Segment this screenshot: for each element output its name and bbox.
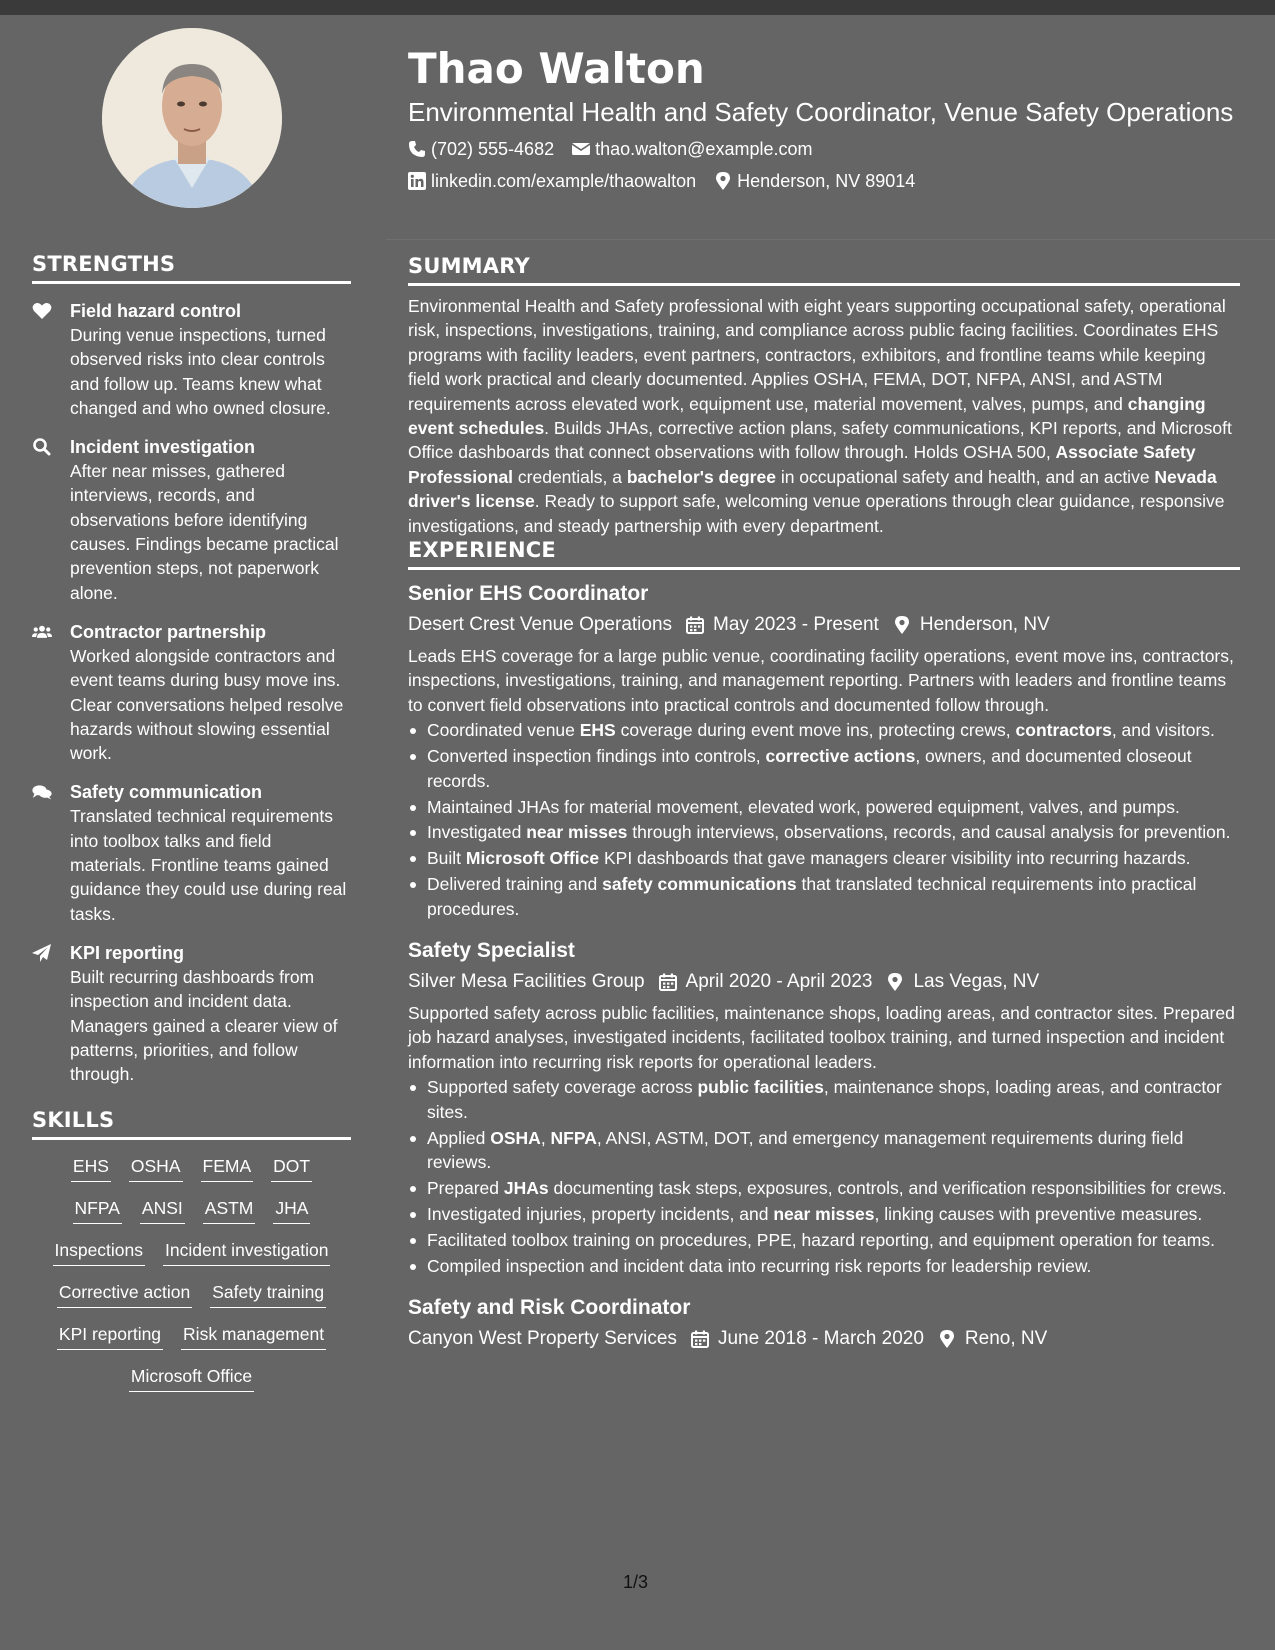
job-dates: June 2018 - March 2020 [691,1324,924,1354]
strength-title: Incident investigation [70,437,256,458]
skill-tag: NFPA [73,1196,122,1224]
calendar-icon [659,973,677,991]
company-name: Desert Crest Venue Operations [408,614,673,636]
skill-tag: ANSI [140,1196,185,1224]
map-marker-icon [714,172,732,190]
map-marker-icon [886,973,904,991]
strength-text: After near misses, gathered interviews, records, and observations before identifying causes. Findings became practical prevention steps, not paperwork alone. [70,461,339,603]
avatar [102,28,282,208]
linkedin-text: linkedin.com/example/thaowalton [431,171,697,191]
strength-title: KPI reporting [70,942,185,963]
location-contact [714,165,915,197]
location-text: Henderson, NV 89014 [737,171,916,191]
company-name: Silver Mesa Facilities Group [408,971,645,993]
strength-text: Built recurring dashboards from inspection and incident data. Managers gained a clearer view of patterns, priorities, and follow through. [70,966,338,1085]
skill-tag: Incident investigation [163,1238,330,1266]
skill-tag: JHA [273,1196,310,1224]
strength-item [32,299,351,420]
map-marker-icon [893,616,911,634]
bullet-item: Applied OSHA, NFPA, ANSI, ASTM, DOT, and emergency management requirements during field reviews. [408,1126,1240,1175]
job-description: Supported safety across public facilities, maintenance shops, loading areas, and contractor sites. Prepared job hazard analyses, investigated incidents, facilitated toolbox training, and turned inspection and incident information into recurring risk reports for operational leaders. [408,1003,1235,1072]
job-role: Environmental Health and Safety Coordinator, Venue Safety Operations [408,97,1234,127]
job-meta [408,967,1240,997]
job-location: Las Vegas, NV [886,967,1039,997]
bullet-item: Compiled inspection and incident data into recurring risk reports for leadership review. [408,1254,1240,1278]
skills-list [32,1148,351,1400]
experience-list [408,580,1240,1354]
phone-icon [408,140,426,158]
job-title: Senior EHS Coordinator [408,582,649,606]
phone-contact[interactable] [408,133,554,165]
skill-tag: Safety training [210,1280,326,1308]
map-marker-icon [938,1330,956,1348]
bullet-item: Built Microsoft Office KPI dashboards that gave managers clearer visibility into recurring hazards. [408,846,1240,870]
bullet-item: Facilitated toolbox training on procedures, PPE, hazard reporting, and equipment operation for teams. [408,1228,1240,1252]
users-icon [32,623,52,641]
experience-heading: EXPERIENCE [408,538,1240,570]
bullet-item: Converted inspection findings into controls, corrective actions, owners, and documented closeout records. [408,744,1240,793]
paper-plane-icon [32,944,52,962]
strength-text: Worked alongside contractors and event teams during busy move ins. Clear conversations helped resolve hazards without slowing essential work. [70,645,344,764]
skill-tag: Inspections [53,1238,146,1266]
person-name: Thao Walton [408,44,705,93]
strengths-heading: STRENGTHS [32,252,351,284]
calendar-icon [691,1330,709,1348]
header-divider [386,239,1275,240]
linkedin-contact[interactable] [408,165,696,197]
skill-tag: DOT [271,1154,312,1182]
skill-tag: Risk management [181,1322,326,1350]
sidebar [32,28,351,1400]
company-name: Canyon West Property Services [408,1328,677,1349]
strength-text: During venue inspections, turned observed risks into clear controls and follow up. Teams knew what changed and who owned closure. [70,325,331,418]
job-bullets [408,718,1240,921]
skill-tag: OSHA [129,1154,183,1182]
job-meta [408,1324,1240,1354]
email-text: thao.walton@example.com [595,139,813,159]
strength-item [32,620,351,765]
page-top-bar [0,0,1275,15]
skill-tag: ASTM [203,1196,256,1224]
strength-item [32,435,351,605]
heart-icon [32,302,52,320]
job-location: Henderson, NV [893,610,1050,640]
email-contact[interactable] [572,133,812,165]
job-dates: May 2023 - Present [686,610,879,640]
bullet-item: Coordinated venue EHS coverage during event move ins, protecting crews, contractors, and visitors. [408,718,1240,742]
strength-title: Field hazard control [70,301,242,321]
job-entry [408,937,1240,1278]
strength-item [32,941,351,1086]
strength-text: Translated technical requirements into toolbox talks and field materials. Frontline teams gained guidance they could use during real tasks. [70,806,347,924]
strength-title: Contractor partnership [70,621,267,642]
main-content [408,254,1240,1354]
summary-heading: SUMMARY [408,254,1240,286]
skill-tag: KPI reporting [57,1322,163,1350]
strength-item [32,780,351,925]
strength-title: Safety communication [70,782,263,803]
page-number: 1/3 [623,1572,649,1592]
job-entry [408,1294,1240,1354]
skill-tag: Microsoft Office [129,1364,254,1392]
skill-tag: Corrective action [57,1280,192,1308]
bullet-item: Maintained JHAs for material movement, elevated work, powered equipment, valves, and pumps. [408,795,1240,819]
skill-tag: EHS [71,1154,111,1182]
bullet-item: Supported safety coverage across public facilities, maintenance shops, loading areas, and contractor sites. [408,1075,1240,1124]
job-location: Reno, NV [938,1324,1047,1354]
job-description: Leads EHS coverage for a large public venue, coordinating facility operations, event move ins, contractors, inspections, investigations, training, and management reporting. Partners with leaders and frontline teams to convert field observations into practical controls and documented follow through. [408,646,1234,715]
job-entry [408,580,1240,921]
bullet-item: Investigated injuries, property incidents, and near misses, linking causes with preventive measures. [408,1202,1240,1226]
resume-header [408,42,1238,197]
comments-icon [32,783,52,801]
job-title: Safety and Risk Coordinator [408,1296,691,1319]
bullet-item: Delivered training and safety communications that translated technical requirements into practical procedures. [408,872,1240,921]
bullet-item: Investigated near misses through interviews, observations, records, and causal analysis for prevention. [408,820,1240,844]
phone-text: (702) 555-4682 [431,139,555,159]
summary-text: Environmental Health and Safety professional with eight years supporting occupational safety, operational risk, inspections, investigations, training, and compliance across public facing facilities. Coordinates EHS programs with facility leaders, event partners, contractors, exhibitors, and frontline teams while keeping field work practical and clearly documented. Applies OSHA, FEMA, DOT, NFPA, ANSI, and ASTM requirements across elevated work, equipment use, material movement, valves, pumps, and changing event schedules. Builds JHAs, corrective action plans, safety communications, KPI reports, and Microsoft Office dashboards that connect observations with follow through. Holds OSHA 500, Associate Safety Professional credentials, a bachelor's degree in occupational safety and health, and an active Nevada driver's license. Ready to support safe, welcoming venue operations through clear guidance, responsive investigations, and steady partnership with every department. [408,296,1232,536]
search-icon [32,438,52,456]
job-bullets [408,1075,1240,1278]
job-meta [408,610,1240,640]
skill-tag: FEMA [201,1154,254,1182]
linkedin-icon [408,172,426,190]
calendar-icon [686,616,704,634]
envelope-icon [572,140,590,158]
bullet-item: Prepared JHAs documenting task steps, exposures, controls, and verification responsibilities for crews. [408,1176,1240,1200]
skills-heading: SKILLS [32,1108,351,1140]
job-title: Safety Specialist [408,939,575,963]
job-dates: April 2020 - April 2023 [659,967,873,997]
